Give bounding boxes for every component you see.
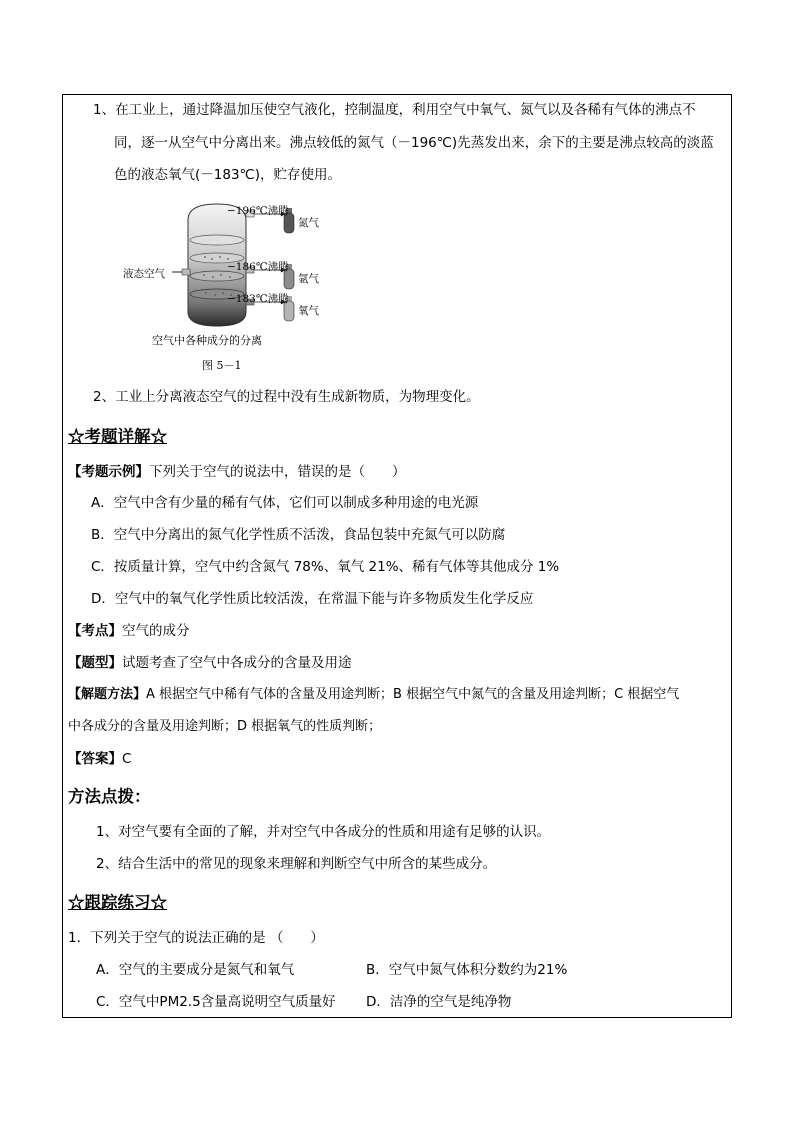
- option-b: B．空气中分离出的氮气化学性质不活泼，食品包装中充氮气可以防腐: [91, 527, 506, 543]
- practice-opt-d: D．洁净的空气是纯净物: [366, 994, 512, 1010]
- method-text-1: A 根据空气中稀有气体的含量及用途判断；B 根据空气中氮气的含量及用途判断；C 根据空气: [146, 687, 680, 702]
- point-text: 空气的成分: [122, 623, 190, 639]
- practice-question: 1．下列关于空气的说法正确的是 （ ）: [68, 930, 324, 946]
- output-gas-oxygen: 氧气: [298, 305, 319, 317]
- practice-opt-a: A．空气的主要成分是氮气和氧气: [96, 962, 295, 978]
- example-tag: 【考题示例】: [68, 464, 149, 480]
- item2: 2、工业上分离液态空气的过程中没有生成新物质，为物理变化。: [93, 389, 480, 405]
- output-temp-1: −196℃沸腾: [227, 205, 289, 217]
- point-line: [68, 622, 190, 640]
- type-text: 试题考查了空气中各成分的含量及用途: [122, 655, 352, 671]
- example-line: [68, 463, 406, 481]
- output-gas-argon: 氩气: [298, 273, 319, 285]
- output-temp-2: −186℃沸腾: [227, 261, 289, 273]
- input-label: 液态空气: [123, 268, 165, 280]
- tips-heading: 方法点拨：: [68, 787, 151, 806]
- output-temp-3: −183℃沸腾: [227, 293, 289, 305]
- output-gas-nitrogen: 氮气: [298, 217, 319, 229]
- item1-line1: 1、在工业上，通过降温加压使空气液化，控制温度，利用空气中氧气、氮气以及各稀有气体的沸点不: [93, 102, 696, 118]
- figure-number: 图 5－1: [202, 359, 242, 372]
- figure-caption: 空气中各种成分的分离: [152, 334, 262, 347]
- item1-line3: 色的液态氧气(－183℃)，贮存使用。: [114, 167, 341, 183]
- point-tag: 【考点】: [68, 623, 122, 639]
- method-line2: 中各成分的含量及用途判断；D 根据氧气的性质判断；: [68, 719, 382, 734]
- option-a: A．空气中含有少量的稀有气体，它们可以制成多种用途的电光源: [91, 495, 479, 511]
- item1-line2: 同，逐一从空气中分离出来。沸点较低的氮气（－196℃)先蒸发出来，余下的主要是沸点较高的淡蓝: [114, 135, 714, 151]
- example-question: 下列关于空气的说法中，错误的是（ ）: [149, 464, 406, 480]
- answer-tag: 【答案】: [68, 751, 122, 767]
- type-tag: 【题型】: [68, 655, 122, 671]
- practice-heading: ☆跟踪练习☆: [68, 893, 167, 912]
- type-line: [68, 654, 352, 672]
- distillation-figure: [120, 200, 330, 375]
- method-line1: [68, 686, 679, 704]
- option-c: C．按质量计算，空气中约含氮气 78%、氧气 21%、稀有气体等其他成分 1%: [91, 559, 560, 575]
- option-d: D．空气中的氧气化学性质比较活泼，在常温下能与许多物质发生化学反应: [91, 591, 534, 607]
- answer-line: [68, 750, 131, 768]
- answer-text: C: [122, 751, 132, 767]
- practice-opt-b: B．空气中氮气体积分数约为21%: [366, 962, 568, 978]
- method-tag: 【解题方法】: [68, 687, 147, 702]
- tips-item1: 1、对空气要有全面的了解，并对空气中各成分的性质和用途有足够的认识。: [96, 824, 551, 840]
- exam-heading: ☆考题详解☆: [68, 427, 167, 446]
- tips-item2: 2、结合生活中的常见的现象来理解和判断空气中所含的某些成分。: [96, 856, 497, 872]
- practice-opt-c: C．空气中PM2.5含量高说明空气质量好: [96, 994, 336, 1010]
